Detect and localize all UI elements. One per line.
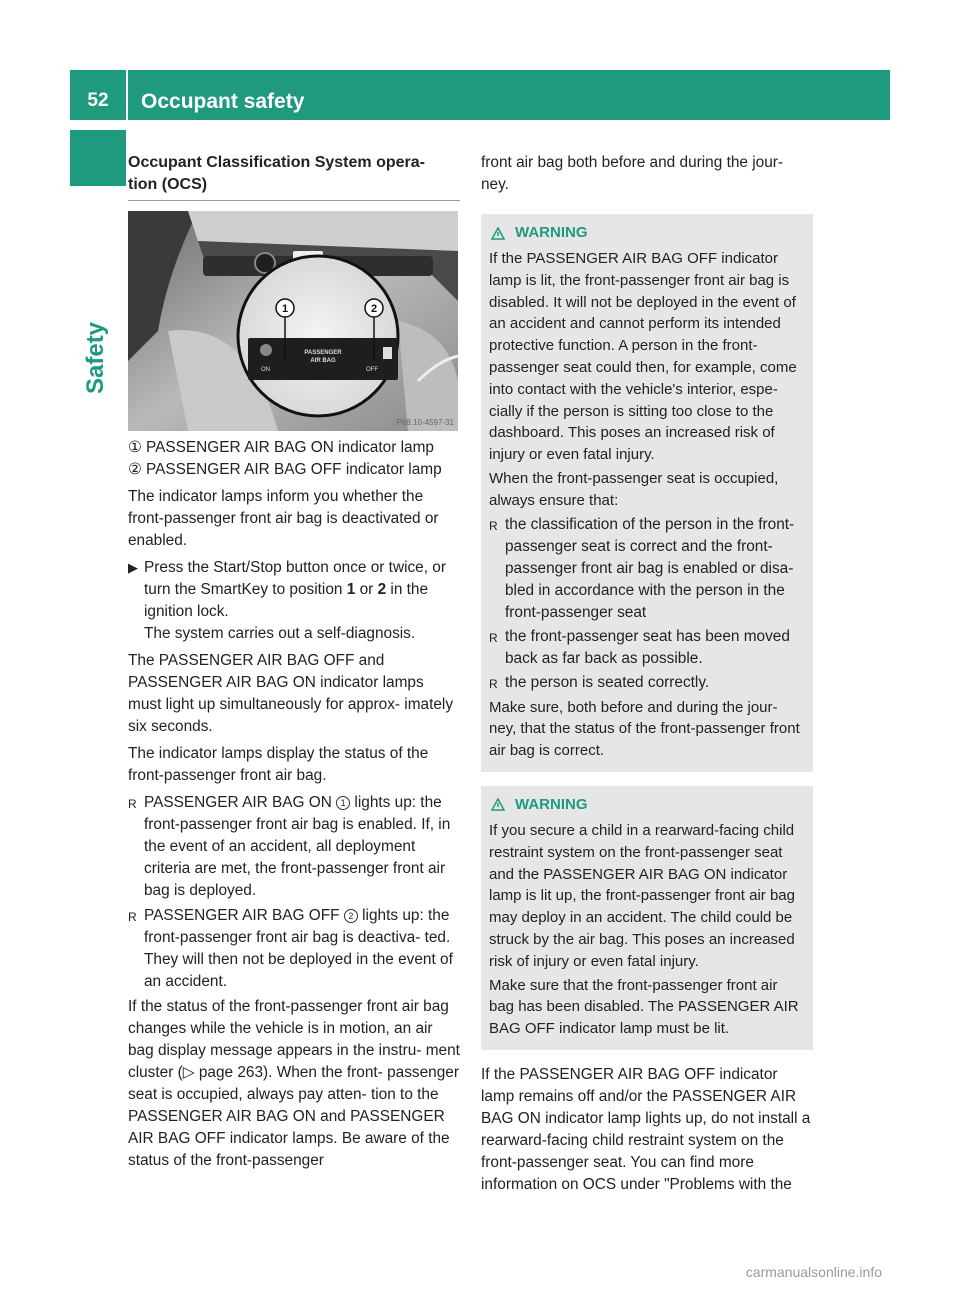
bullet-text: the person is seated correctly. <box>505 673 710 691</box>
legend-text: PASSENGER AIR BAG OFF indicator lamp <box>146 461 442 478</box>
warning-title <box>489 222 805 244</box>
figure-label-on: ON <box>261 367 270 373</box>
bullet-text: PASSENGER AIR BAG ON <box>144 794 337 811</box>
warning-title-text: WARNING <box>515 795 588 813</box>
figure-code: P68.10-4597-31 <box>396 418 454 427</box>
figure-label-off: OFF <box>366 367 378 373</box>
page-reference-link[interactable]: ▷ page 263 <box>182 1064 264 1081</box>
callout-number: 2 <box>344 909 358 923</box>
page-number: 52 <box>87 90 109 111</box>
warning-text: If you secure a child in a rearward-facing child restraint system on the front-passenger seat and the PASSENGER AIR BAG ON indicator lamp is lit up, the front-passenger front air bag may deploy in an accident. The child could be struck by the air bag. This poses an increased risk of injury or even fatal injury. <box>489 821 795 970</box>
page-title: Occupant safety <box>141 90 305 113</box>
bullet-icon: R <box>489 676 498 691</box>
step-or: or <box>355 581 378 598</box>
legend-item-2 <box>128 459 460 481</box>
paragraph: If the PASSENGER AIR BAG OFF indicator lamp remains off and/or the PASSENGER AIR BAG ON indicator lamp lights up, do not install a rearward-facing child restraint system on the front-passenger seat. You can find more information on OCS under "Problems with the <box>481 1065 811 1193</box>
bullet-icon: R <box>489 630 498 645</box>
instruction-step <box>128 557 460 645</box>
bullet-icon: R <box>128 910 137 924</box>
step-text: Press the Start/Stop button once or twice, or turn the SmartKey to position <box>144 559 446 598</box>
right-column <box>481 152 813 1201</box>
bullet-icon: R <box>489 518 498 533</box>
legend-text: PASSENGER AIR BAG ON indicator lamp <box>146 439 434 456</box>
section-label-text: Safety <box>82 321 109 394</box>
section-marker <box>70 130 126 186</box>
legend-number: ① <box>128 439 142 456</box>
step-result: The system carries out a self-diagnosis. <box>144 625 416 642</box>
warning-box-2 <box>481 786 813 1050</box>
section-label <box>82 296 122 396</box>
bullet-text: the classification of the person in the front- passenger seat is correct and the front- passenger front air bag is enabled or disa- bled in accordance with the person in the front-passenger seat <box>505 515 795 621</box>
figure-label-passenger: PASSENGER <box>304 350 342 356</box>
bullet-text-cont: lights up: the front-passenger front air bag is deactiva- ted. They will then not be deployed in the event of an accident. <box>144 907 453 990</box>
warning-title <box>489 794 805 816</box>
paragraph: The indicator lamps inform you whether the front-passenger front air bag is deactivated or enabled. <box>128 488 439 549</box>
paragraph-text-cont: ). When the front- passenger seat is occupied, always pay atten- tion to the PASSENGER AIR BAG ON and PASSENGER AIR BAG OFF indicator lamps. Be aware of the status of the front-passenger <box>128 1064 459 1169</box>
step-body <box>144 557 460 645</box>
step-arrow-icon: ▶ <box>128 560 138 575</box>
legend-number: ② <box>128 461 142 478</box>
warning-icon <box>491 227 505 240</box>
figure-label-airbag: AIR BAG <box>310 358 336 364</box>
left-column <box>128 152 460 1177</box>
warning-text: Make sure, both before and during the jour- ney, that the status of the front-passenger front air bag is correct. <box>489 698 800 760</box>
warning-box-1 <box>481 214 813 772</box>
bullet-text: PASSENGER AIR BAG OFF <box>144 907 344 924</box>
step-position-2: 2 <box>377 581 387 598</box>
warning-bullet <box>489 514 805 624</box>
figure-callout-2: 2 <box>370 303 378 315</box>
paragraph: The PASSENGER AIR BAG OFF and PASSENGER AIR BAG ON indicator lamps must light up simultaneously for approx- imately six seconds. <box>128 652 454 735</box>
ocs-illustration <box>128 211 458 431</box>
step-text-end: in the ignition lock. <box>144 581 429 620</box>
watermark: carmanualsonline.info <box>745 1264 882 1280</box>
paragraph-text: If the status of the front-passenger front air bag changes while the vehicle is in motion, an air bag display message appears in the instru- ment cluster ( <box>128 998 460 1081</box>
warning-title-text: WARNING <box>515 224 588 241</box>
header-divider <box>126 70 128 120</box>
bullet-text: the front-passenger seat has been moved back as far back as possible. <box>505 627 790 667</box>
bullet-item <box>128 792 460 902</box>
figure-callout-1: 1 <box>281 303 289 315</box>
bullet-icon: R <box>128 797 137 811</box>
section-heading: Occupant Classification System opera- tion (OCS) <box>128 154 425 193</box>
warning-text: Make sure that the front-passenger front air bag has been disabled. The PASSENGER AIR BAG OFF indicator lamp must be lit. <box>489 976 799 1038</box>
bullet-text-cont: lights up: the front-passenger front air bag is enabled. If, in the event of an accident, all deployment criteria are met, the front-passenger front air bag is deployed. <box>144 794 451 899</box>
callout-number: 1 <box>336 796 350 810</box>
warning-bullet <box>489 672 805 695</box>
legend-item-1 <box>128 437 460 459</box>
paragraph: front air bag both before and during the jour- ney. <box>481 154 784 193</box>
warning-text: When the front-passenger seat is occupied, always ensure that: <box>489 469 779 509</box>
warning-bullet <box>489 626 805 670</box>
bullet-item <box>128 905 460 993</box>
step-position-1: 1 <box>346 581 356 598</box>
warning-text: If the PASSENGER AIR BAG OFF indicator lamp is lit, the front-passenger front air bag is disabled. It will not be deployed in the event of an accident and cannot perform its intended protective function. A person in the front- passenger seat could then, for example, come into contact with the vehicle's interior, espe- cially if the person is sitting too close to the dashboard. This poses an increased risk of injury or even fatal injury. <box>489 250 797 464</box>
heading-rule <box>128 200 460 201</box>
warning-icon <box>491 798 505 811</box>
paragraph: The indicator lamps display the status of the front-passenger front air bag. <box>128 745 429 784</box>
paragraph <box>128 996 460 1172</box>
ocs-figure <box>128 211 458 431</box>
